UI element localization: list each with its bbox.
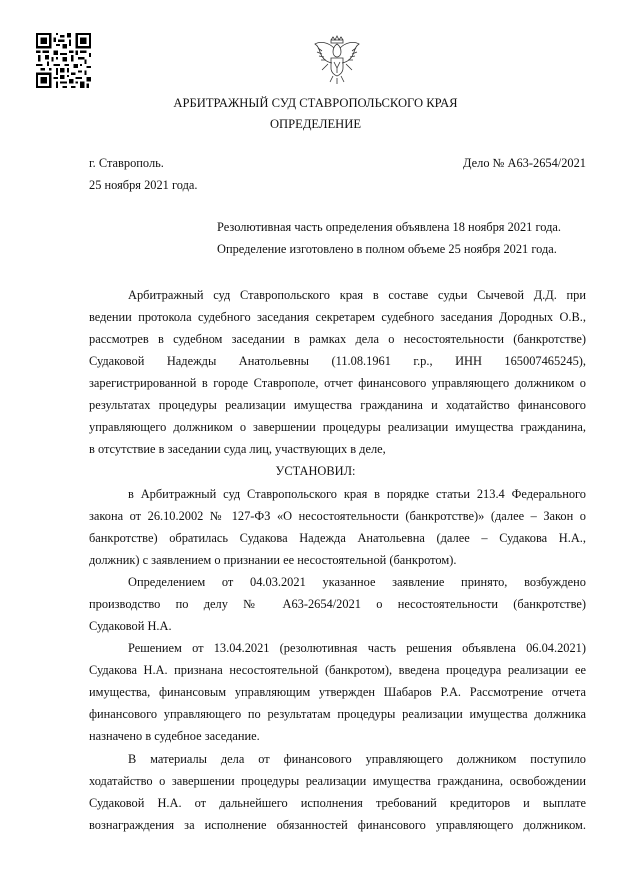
paragraph-line: Судакова Н.А. признана несостоятельной (банкротом), введена процедура реализации ее (89, 663, 586, 677)
paragraph-line: закона от 26.10.2002 № 127-ФЗ «О несостоятельности (банкротстве)» (далее – Закон о (89, 509, 586, 523)
intro-line: Арбитражный суд Ставропольского края в составе судьи Сычевой Д.Д. при (128, 288, 586, 302)
document-date: 25 ноября 2021 года. (89, 178, 198, 192)
paragraph-line: ходатайство о завершении процедуры реализации имущества гражданина, освобождении (89, 774, 586, 788)
court-name: АРБИТРАЖНЫЙ СУД СТАВРОПОЛЬСКОГО КРАЯ (173, 96, 458, 110)
paragraph-line: Определением от 04.03.2021 указанное заявление принято, возбуждено (128, 575, 586, 589)
document-type: ОПРЕДЕЛЕНИЕ (269, 117, 362, 131)
announce-line: Резолютивная часть определения объявлена 18 ноября 2021 года. (217, 220, 561, 234)
paragraph-line: имущества, финансовым управляющим утвержден Шабаров Р.А. Рассмотрение отчета (89, 685, 586, 699)
paragraph-line: производство по делу № А63-2654/2021 о несостоятельности (банкротстве) (89, 597, 586, 611)
paragraph-line: назначено в судебное заседание. (89, 729, 260, 743)
paragraph-line: финансового управляющего по результатам процедуры реализации имущества должника (89, 707, 586, 721)
paragraph-line: В материалы дела от финансового управляющего должником поступило (128, 752, 586, 766)
intro-line: ведении протокола судебного заседания секретарем судебного заседания Дородных О.В., (89, 310, 586, 324)
paragraph-line: Судаковой Н.А. от дальнейшего исполнения требований кредиторов и выплате (89, 796, 586, 810)
paragraph-line: банкротстве) обратилась Судакова Надежда Анатольевна (далее – Судакова Н.А., (89, 531, 586, 545)
paragraph-line: в Арбитражный суд Ставропольского края в порядке статьи 213.4 Федерального (128, 487, 586, 501)
paragraph-line: Судаковой Н.А. (89, 619, 172, 633)
intro-line: результатах процедуры реализации имущества гражданина и ходатайство финансового (89, 398, 586, 412)
established-heading: УСТАНОВИЛ: (275, 464, 356, 478)
qr-code-icon (36, 33, 91, 88)
intro-line: в отсутствие в заседании суда лиц, участвующих в деле, (89, 442, 386, 456)
intro-line: управляющего должником о завершении процедуры реализации имущества гражданина, (89, 420, 586, 434)
paragraph-line: Решением от 13.04.2021 (резолютивная часть решения объявлена 06.04.2021) (128, 641, 586, 655)
intro-line: Судаковой Надежды Анатольевны (11.08.1961 г.р., ИНН 165007465245), (89, 354, 586, 368)
city: г. Ставрополь. (89, 156, 164, 170)
case-number: Дело № А63-2654/2021 (463, 156, 586, 170)
announce-line: Определение изготовлено в полном объеме 25 ноября 2021 года. (217, 242, 557, 256)
paragraph-line: должник) с заявлением о признании ее несостоятельной (банкротом). (89, 553, 457, 567)
intro-line: зарегистрированной в городе Ставрополе, отчет финансового управляющего должником о (89, 376, 586, 390)
paragraph-line: вознаграждения за исполнение обязанностей финансового управляющего должником. (89, 818, 586, 832)
intro-line: рассмотрев в судебном заседании в рамках дела о несостоятельности (банкротстве) (89, 332, 586, 346)
coat-of-arms-icon (312, 34, 362, 86)
